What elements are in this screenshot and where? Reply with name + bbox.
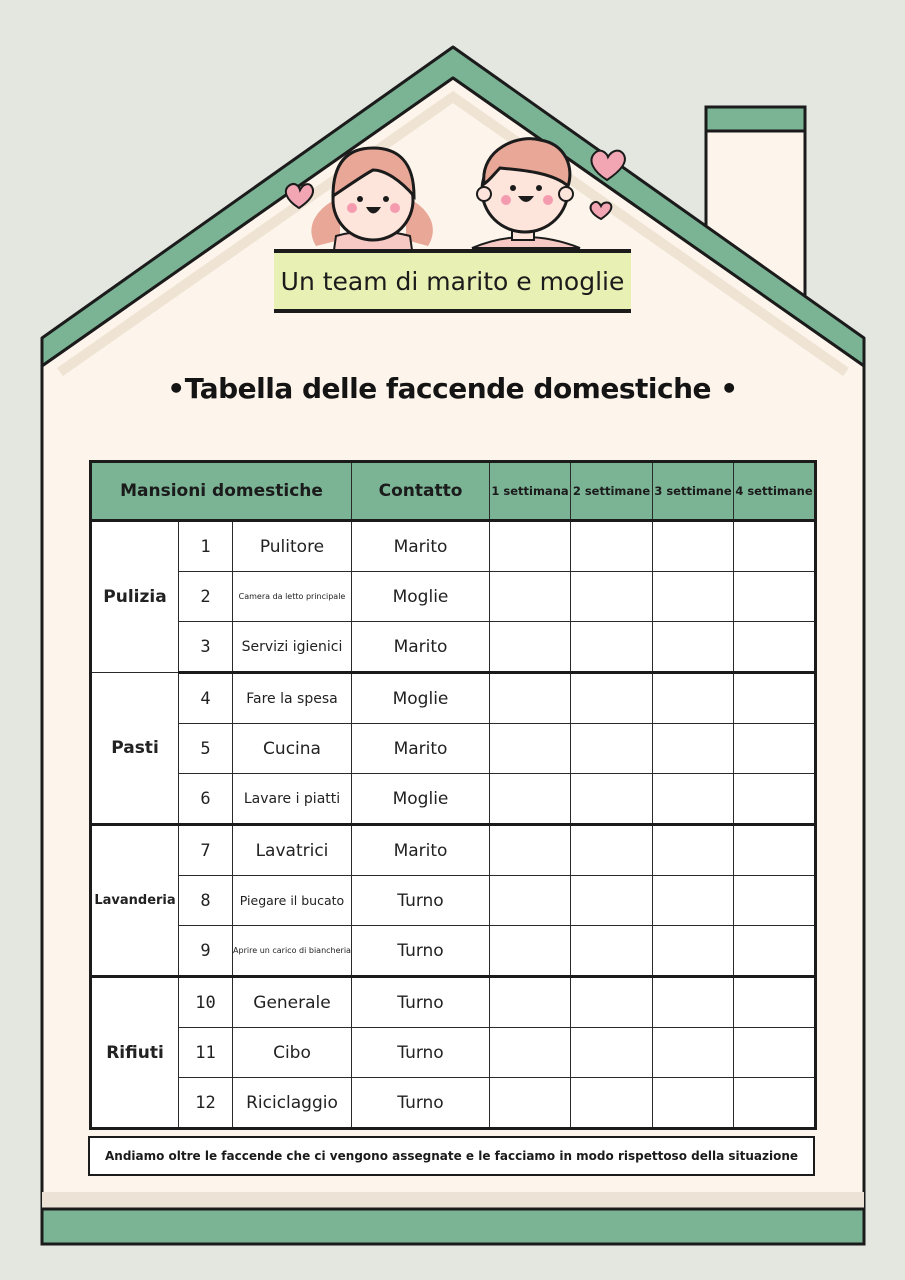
week-cell[interactable]: [653, 521, 734, 572]
row-number: 4: [179, 673, 233, 724]
week-cell[interactable]: [490, 774, 571, 825]
table-row: [91, 774, 816, 825]
week-cell[interactable]: [571, 1028, 653, 1078]
week-cell[interactable]: [653, 774, 734, 825]
title-bullet-left: •: [167, 372, 185, 405]
task-cell: Cucina: [233, 724, 352, 774]
week-cell[interactable]: [490, 876, 571, 926]
row-number: 3: [179, 622, 233, 673]
contact-cell: Moglie: [352, 673, 490, 724]
week-cell[interactable]: [490, 926, 571, 977]
contact-cell: Moglie: [352, 774, 490, 825]
row-number: 12: [179, 1078, 233, 1129]
row-number: 7: [179, 825, 233, 876]
task-cell: Riciclaggio: [233, 1078, 352, 1129]
week-cell[interactable]: [490, 825, 571, 876]
week-cell[interactable]: [490, 724, 571, 774]
week-cell[interactable]: [653, 977, 734, 1028]
week-cell[interactable]: [571, 724, 653, 774]
header-week-4: 4 settimane: [734, 462, 816, 521]
header-contact: Contatto: [352, 462, 490, 521]
week-cell[interactable]: [490, 521, 571, 572]
week-cell[interactable]: [490, 977, 571, 1028]
header-week-1: 1 settimana: [490, 462, 571, 521]
contact-cell: Turno: [352, 977, 490, 1028]
contact-cell: Marito: [352, 521, 490, 572]
page-title: [80, 372, 825, 405]
contact-cell: Turno: [352, 926, 490, 977]
row-number: 5: [179, 724, 233, 774]
week-cell[interactable]: [571, 622, 653, 673]
week-cell[interactable]: [571, 673, 653, 724]
week-cell[interactable]: [653, 926, 734, 977]
table-row: [91, 673, 816, 724]
table-row: [91, 622, 816, 673]
week-cell[interactable]: [734, 977, 816, 1028]
floor-strip: [42, 1209, 864, 1244]
header-week-2: 2 settimane: [571, 462, 653, 521]
week-cell[interactable]: [734, 876, 816, 926]
week-cell[interactable]: [490, 622, 571, 673]
week-cell[interactable]: [653, 825, 734, 876]
contact-cell: Marito: [352, 724, 490, 774]
table-row: [91, 926, 816, 977]
task-cell: Aprire un carico di biancheria: [233, 926, 352, 977]
floor-band: [42, 1192, 864, 1208]
task-cell: Piegare il bucato: [233, 876, 352, 926]
table-row: [91, 977, 816, 1028]
table-row: [91, 521, 816, 572]
row-number: 10: [179, 977, 233, 1028]
row-number: 6: [179, 774, 233, 825]
week-cell[interactable]: [653, 572, 734, 622]
week-cell[interactable]: [571, 977, 653, 1028]
week-cell[interactable]: [734, 825, 816, 876]
subtitle-banner: Un team di marito e moglie: [274, 249, 631, 313]
week-cell[interactable]: [734, 622, 816, 673]
table-row: [91, 724, 816, 774]
task-cell: Fare la spesa: [233, 673, 352, 724]
week-cell[interactable]: [734, 724, 816, 774]
contact-cell: Turno: [352, 1078, 490, 1129]
task-cell: Servizi igienici: [233, 622, 352, 673]
week-cell[interactable]: [571, 1078, 653, 1129]
table-row: [91, 825, 816, 876]
week-cell[interactable]: [490, 1078, 571, 1129]
row-number: 8: [179, 876, 233, 926]
week-cell[interactable]: [653, 673, 734, 724]
contact-cell: Moglie: [352, 572, 490, 622]
chores-table: [89, 460, 817, 1130]
week-cell[interactable]: [571, 774, 653, 825]
contact-cell: Marito: [352, 622, 490, 673]
row-number: 2: [179, 572, 233, 622]
week-cell[interactable]: [734, 673, 816, 724]
category-cell: Pulizia: [91, 521, 179, 673]
week-cell[interactable]: [734, 926, 816, 977]
row-number: 1: [179, 521, 233, 572]
task-cell: Lavatrici: [233, 825, 352, 876]
title-bullet-right: •: [720, 372, 738, 405]
contact-cell: Marito: [352, 825, 490, 876]
row-number: 9: [179, 926, 233, 977]
table-row: [91, 572, 816, 622]
row-number: 11: [179, 1028, 233, 1078]
week-cell[interactable]: [734, 774, 816, 825]
table-row: [91, 1028, 816, 1078]
week-cell[interactable]: [490, 572, 571, 622]
category-cell: Pasti: [91, 673, 179, 825]
week-cell[interactable]: [490, 1028, 571, 1078]
week-cell[interactable]: [734, 1028, 816, 1078]
table-row: [91, 876, 816, 926]
category-cell: Lavanderia: [91, 825, 179, 977]
week-cell[interactable]: [653, 1028, 734, 1078]
table-row: [91, 1078, 816, 1129]
week-cell[interactable]: [571, 876, 653, 926]
task-cell: Camera da letto principale: [233, 572, 352, 622]
category-cell: Rifiuti: [91, 977, 179, 1129]
footer-note: Andiamo oltre le faccende che ci vengono assegnate e le facciamo in modo rispettoso della situazione: [88, 1136, 815, 1176]
week-cell[interactable]: [653, 724, 734, 774]
week-cell[interactable]: [653, 1078, 734, 1129]
task-cell: Cibo: [233, 1028, 352, 1078]
title-text: Tabella delle faccende domestiche: [184, 372, 712, 405]
week-cell[interactable]: [653, 622, 734, 673]
header-week-3: 3 settimane: [653, 462, 734, 521]
week-cell[interactable]: [734, 1078, 816, 1129]
week-cell[interactable]: [571, 825, 653, 876]
week-cell[interactable]: [734, 572, 816, 622]
task-cell: Generale: [233, 977, 352, 1028]
contact-cell: Turno: [352, 1028, 490, 1078]
week-cell[interactable]: [571, 521, 653, 572]
week-cell[interactable]: [734, 521, 816, 572]
contact-cell: Turno: [352, 876, 490, 926]
week-cell[interactable]: [490, 673, 571, 724]
week-cell[interactable]: [571, 572, 653, 622]
table-header-row: [91, 462, 816, 521]
week-cell[interactable]: [653, 876, 734, 926]
task-cell: Lavare i piatti: [233, 774, 352, 825]
week-cell[interactable]: [571, 926, 653, 977]
task-cell: Pulitore: [233, 521, 352, 572]
header-chores: Mansioni domestiche: [91, 462, 352, 521]
